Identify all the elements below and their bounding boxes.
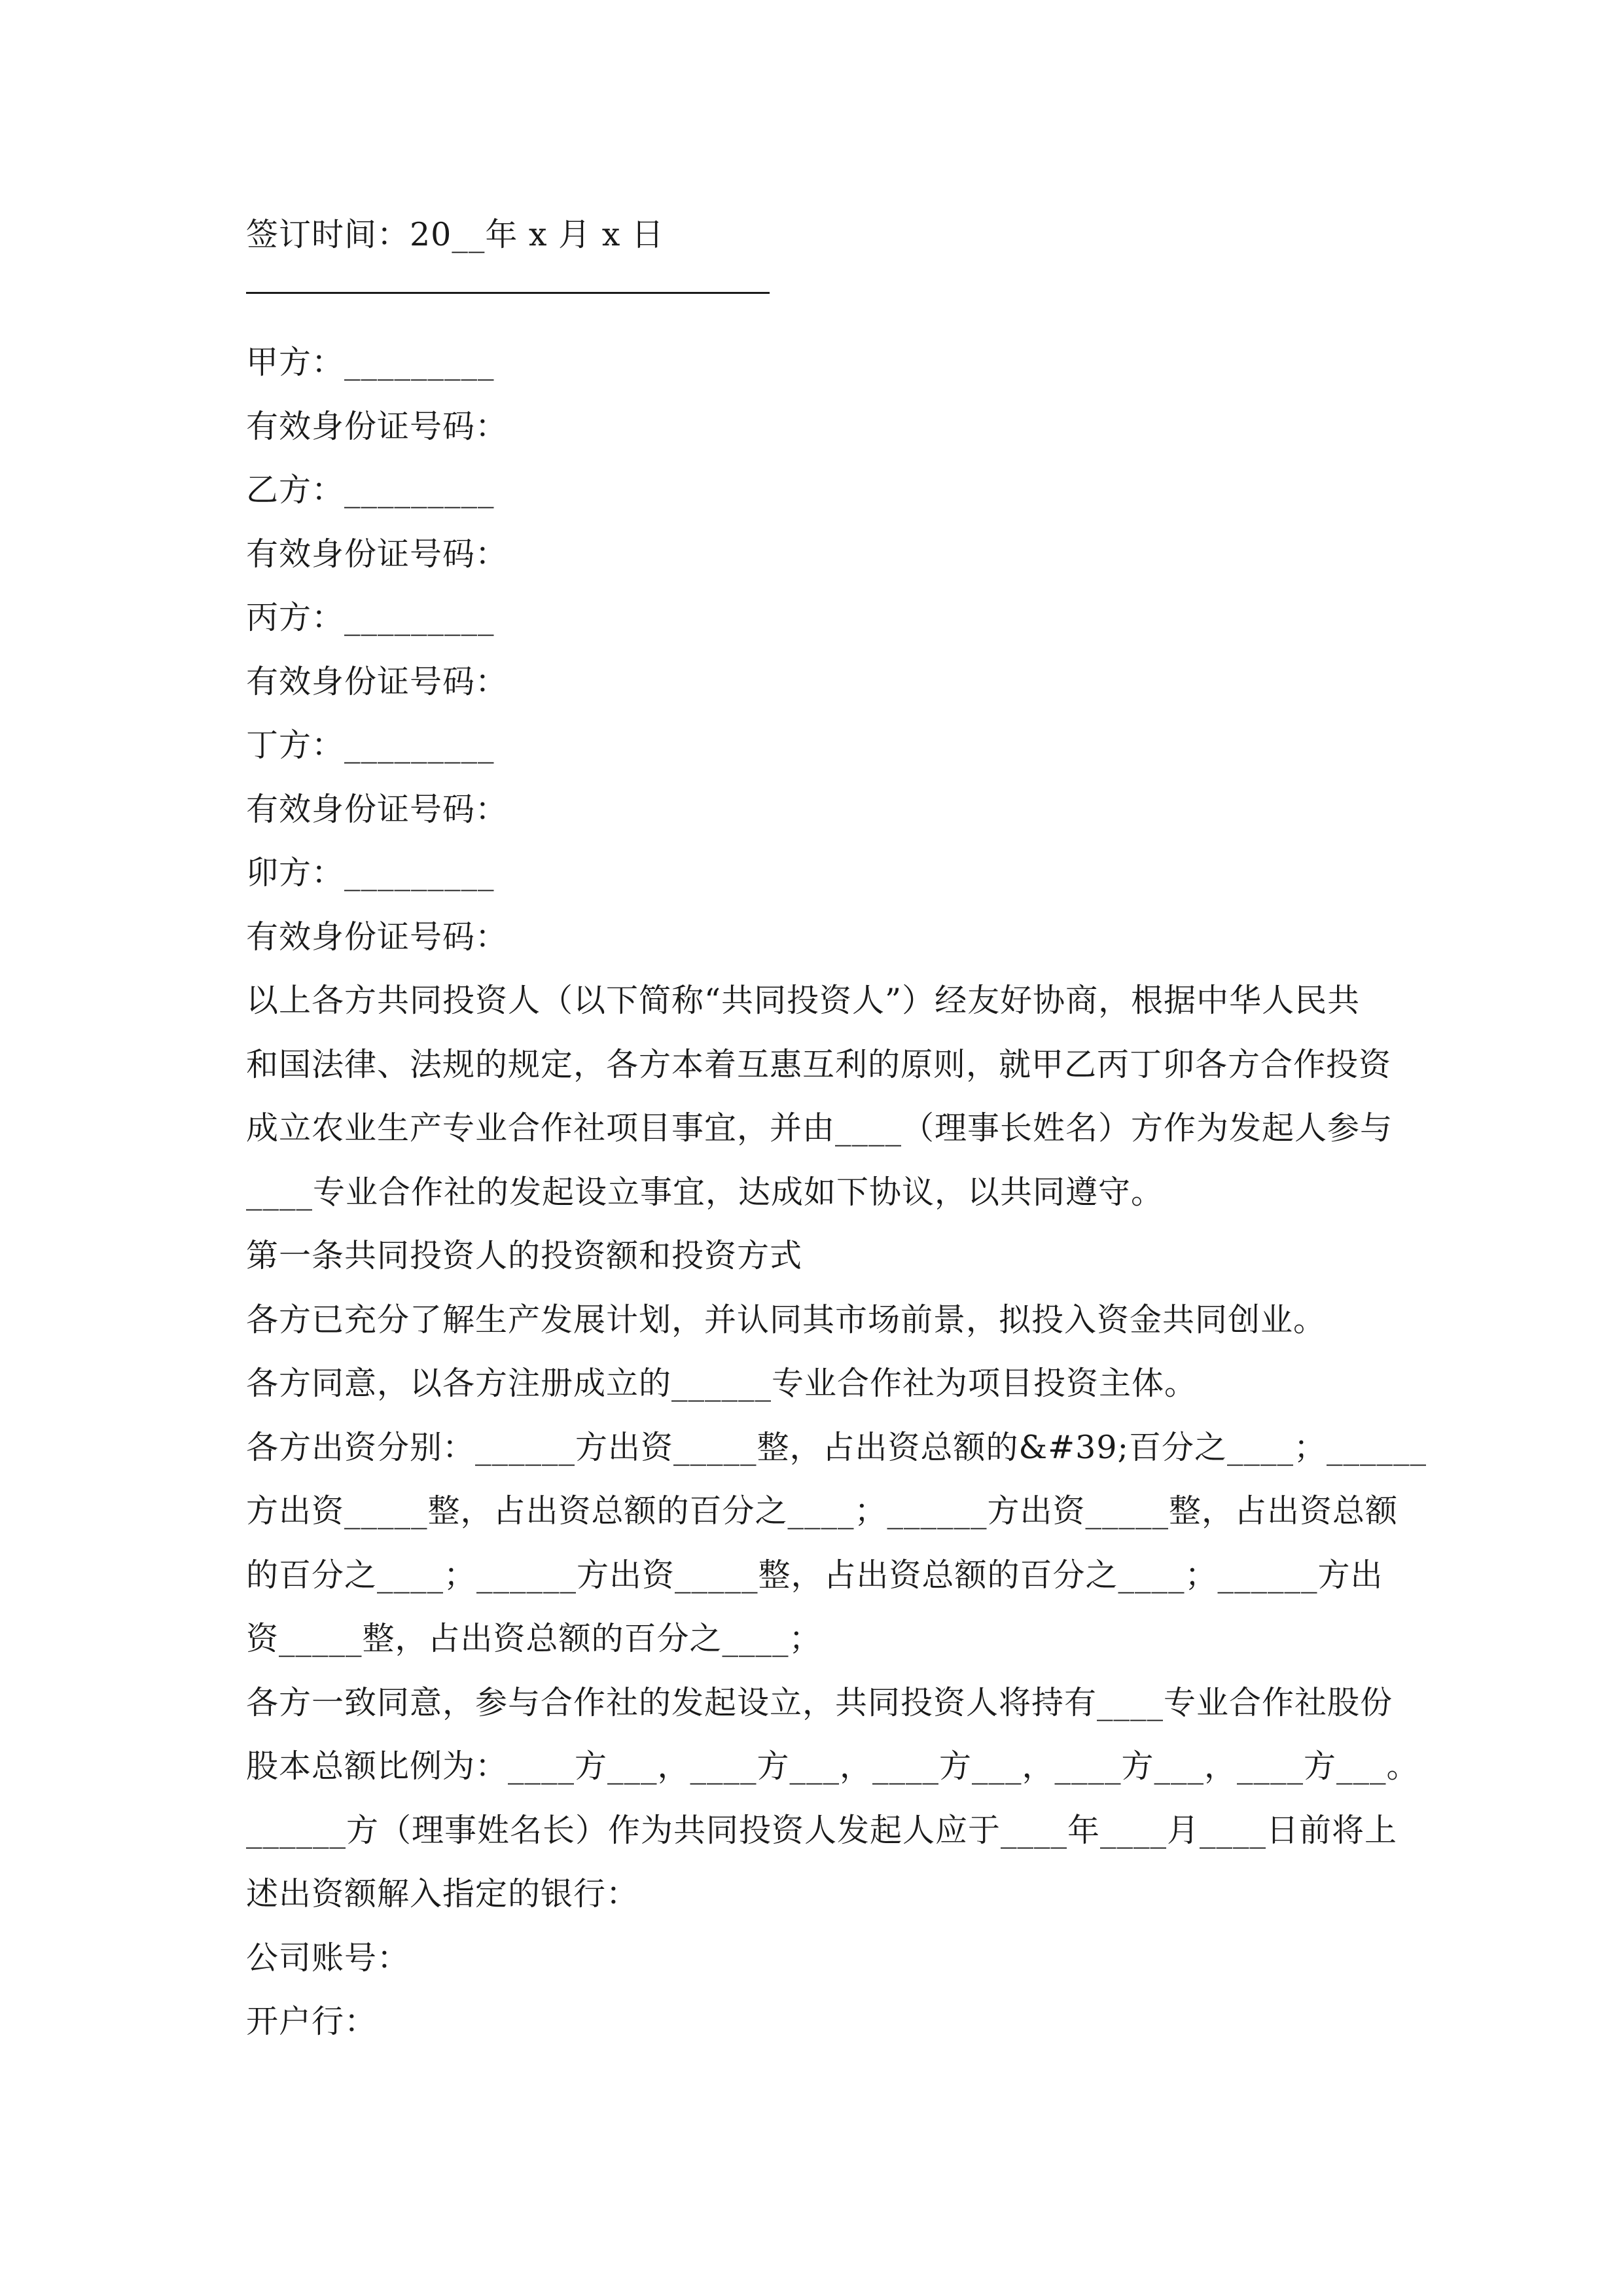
party-b: 乙方：_________ [246,471,495,509]
intro-line-4: ____专业合作社的发起设立事宜，达成如下协议，以共同遵守。 [246,1173,1164,1211]
intro-line-2: 和国法律、法规的规定，各方本着互惠互利的原则，就甲乙丙丁卯各方合作投资 [246,1045,1392,1083]
id-number-d: 有效身份证号码： [246,790,508,828]
intro-line-1: 以上各方共同投资人（以下简称“共同投资人”）经友好协商，根据中华人民共 [246,982,1361,1019]
article-1-title: 第一条共同投资人的投资额和投资方式 [246,1237,803,1274]
id-number-e: 有效身份证号码： [246,918,508,956]
paragraph-4-line-1: 各方一致同意，参与合作社的发起设立，共同投资人将持有____专业合作社股份 [246,1683,1393,1721]
id-number-c: 有效身份证号码： [246,662,508,700]
bank-label: 开户行： [246,2003,378,2040]
separator-rule [246,267,1385,331]
party-e: 卯方：_________ [246,854,495,891]
separator-bar [246,292,770,294]
paragraph-3-line-1: 各方出资分别：______方出资_____整，占出资总额的&#39;百分之____；______ [246,1428,1427,1466]
party-d: 丁方：_________ [246,726,495,764]
paragraph-5-line-1: ______方（理事姓名长）作为共同投资人发起人应于____年____月____日前将上 [246,1811,1398,1849]
party-c: 丙方：_________ [246,599,495,636]
sign-date: 签订时间：20__年 x 月 x 日 [246,216,664,253]
paragraph-5-line-2: 述出资额解入指定的银行： [246,1875,639,1912]
paragraph-1: 各方已充分了解生产发展计划，并认同其市场前景，拟投入资金共同创业。 [246,1300,1327,1338]
id-number-a: 有效身份证号码： [246,407,508,445]
paragraph-3-line-3: 的百分之____；______方出资_____整，占出资总额的百分之____；______方出 [246,1556,1383,1594]
intro-line-3: 成立农业生产专业合作社项目事宜，并由____（理事长姓名）方作为发起人参与 [246,1109,1393,1147]
paragraph-3-line-4: 资_____整，占出资总额的百分之____； [246,1620,822,1657]
party-a: 甲方：_________ [246,344,495,381]
paragraph-4-line-2: 股本总额比例为：____方___，____方___，____方___，____方___，____方___。 [246,1748,1419,1785]
id-number-b: 有效身份证号码： [246,535,508,573]
paragraph-3-line-2: 方出资_____整，占出资总额的百分之____；______方出资_____整，占出资总额 [246,1492,1399,1530]
paragraph-2: 各方同意，以各方注册成立的______专业合作社为项目投资主体。 [246,1365,1198,1402]
company-account-label: 公司账号： [246,1939,410,1977]
document-page [246,203,1427,2054]
